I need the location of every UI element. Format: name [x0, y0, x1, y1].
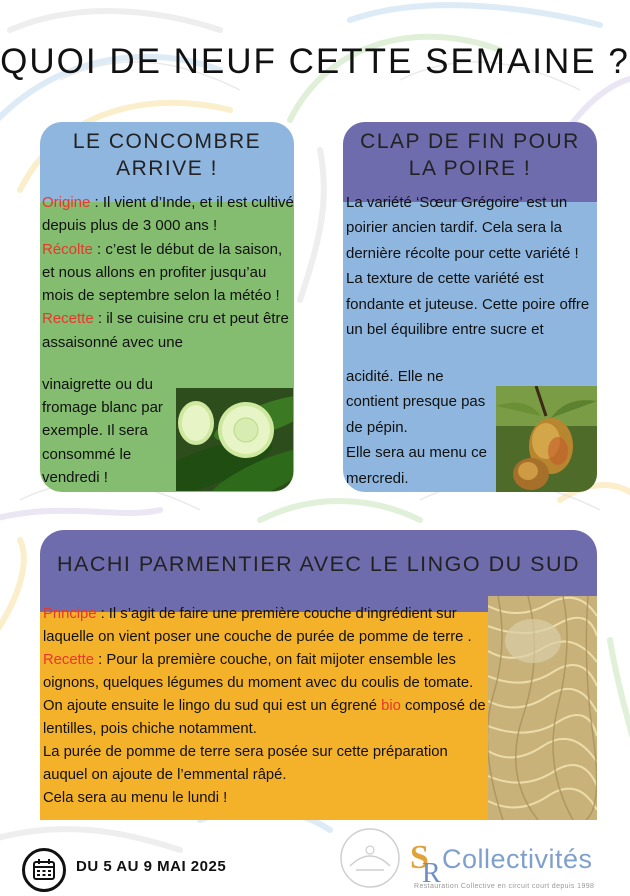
page-title: QUOI DE NEUF CETTE SEMAINE ? — [0, 42, 630, 81]
recolte-text: : c’est le début de la saison, et nous allons en profiter jusqu’au mois de septembre selon la météo ! — [42, 240, 283, 305]
pear-photo — [496, 386, 597, 492]
principe-text: : Il s’agit de faire une première couche d’ingrédient sur laquelle on vient poser une couche de purée de pomme de terre . — [43, 606, 472, 645]
concombre-heading: LE CONCOMBRE ARRIVE ! — [72, 130, 262, 180]
hachis-para3: La purée de pomme de terre sera posée sur cette préparation auquel on ajoute de l’emmental râpé. — [43, 744, 448, 783]
hachis-recette-text-1: : Pour la première couche, on fait mijoter ensemble les oignons, quelques légumes du moment avec du coulis de tomate. On ajoute ensuite le lingo du sud qui est un égrené — [43, 652, 474, 714]
hachis-text — [43, 603, 493, 810]
recette-label: Recette — [42, 310, 94, 328]
origine-text: : Il vient d’Inde, et il est cultivé depuis plus de 3 000 ans ! — [42, 194, 294, 235]
svg-text:S: S — [410, 839, 429, 876]
calendar-icon — [22, 848, 66, 892]
recette-text: : il se cuisine cru et peut être assaisonné avec une — [42, 310, 289, 351]
poire-text-top — [346, 190, 594, 342]
week-dates: DU 5 AU 9 MAI 2025 — [76, 858, 227, 875]
decorative-emblem-icon — [338, 826, 402, 895]
gratin-photo — [488, 596, 597, 820]
concombre-text-bottom: vinaigrette ou du fromage blanc par exemple. Il sera consommé le vendredi ! — [42, 376, 163, 486]
poire-para2-end: acidité. Elle ne contient presque pas de pépin. — [346, 368, 486, 436]
recolte-label: Récolte — [42, 240, 93, 258]
logo-tagline: Restauration Collective en circuit court depuis 1998 — [414, 883, 595, 890]
poire-para1: La variété ‘Sœur Grégoire’ est un poirier ancien tardif. Cela sera la dernière récolte pour cette variété ! — [346, 194, 579, 262]
poire-para3: Elle sera au menu ce mercredi. — [346, 444, 487, 487]
hachis-heading: HACHI PARMENTIER AVEC LE LINGO DU SUD — [56, 552, 580, 576]
src-logo-mark-icon — [408, 838, 444, 886]
poire-para2: La texture de cette variété est fondante et juteuse. Cette poire offre un bel équilibre entre sucre et — [346, 270, 590, 339]
origine-label: Origine — [42, 194, 91, 211]
poire-text-bottom — [346, 364, 496, 491]
hachis-recette-label: Recette — [43, 652, 94, 668]
bio-label: bio — [381, 698, 401, 714]
principe-label: Principe — [43, 606, 97, 622]
cucumber-photo — [176, 388, 293, 491]
svg-text:R: R — [422, 858, 441, 886]
concombre-text-top — [42, 191, 294, 354]
hachis-para4: Cela sera au menu le lundi ! — [43, 790, 228, 806]
poire-heading: CLAP DE FIN POUR LA POIRE ! — [360, 130, 580, 180]
hachis-recette-text-2: composé de lentilles, pois chiche notamment. — [43, 698, 486, 737]
logo-name: Collectivités — [442, 844, 593, 874]
src-collectivites-logo — [408, 836, 628, 896]
